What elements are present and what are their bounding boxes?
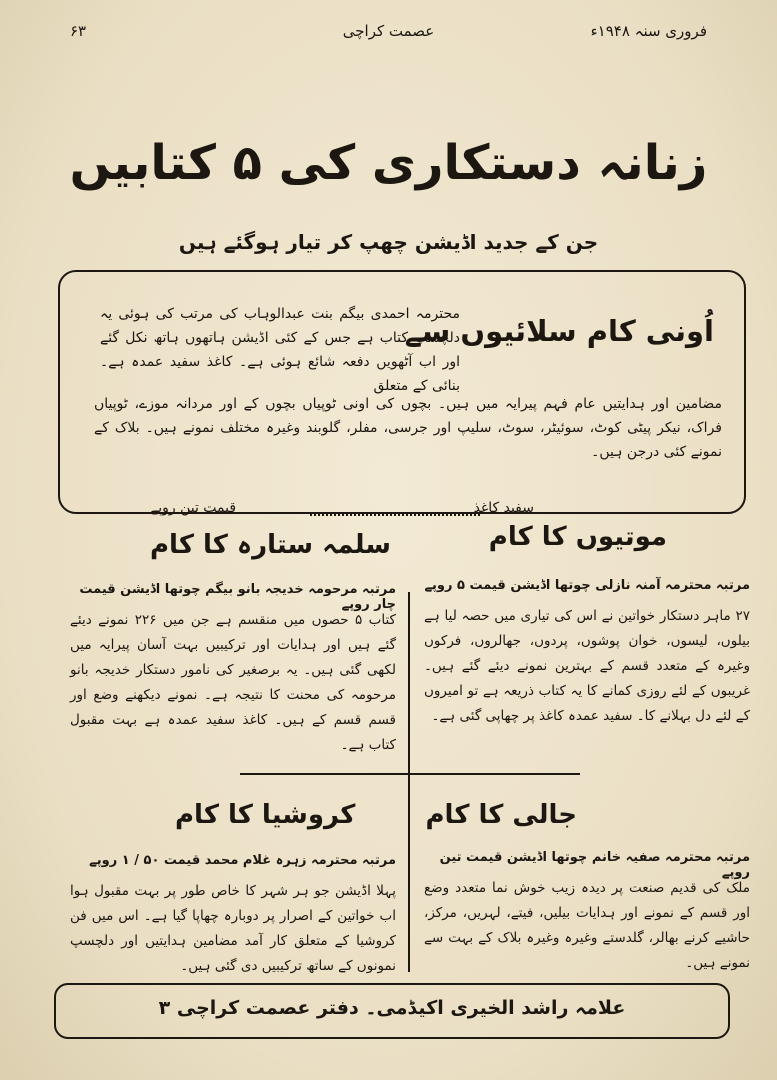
woolen-book-box — [58, 270, 746, 514]
pearls-book-meta: مرتبہ محترمہ آمنہ نازلی چوتھا اڈیشن قیمت ۵ روپے — [424, 578, 750, 593]
crochet-book-description: پہلا اڈیشن جو ہر شہر کا خاص طور پر بہت مقبول ہوا اب خواتین کے اصرار پر دوبارہ چھاپا گیا ہے۔ اس میں فن کروشیا کے متعلق کار آمد مضامین ہدایتیں اور دلچسپ نمونوں کے ساتھ ترکیبیں دی گئی ہیں۔ — [70, 883, 396, 974]
running-header: عصمت کراچی — [342, 22, 435, 40]
publisher-address: علامہ راشد الخیری اکیڈمی۔ دفتر عصمت کراچی ۳ — [158, 997, 626, 1019]
page-number: ۶۳ — [70, 22, 87, 40]
salma-book-title: سلمہ ستارہ کا کام — [150, 530, 391, 560]
woolen-book-intro: محترمہ احمدی بیگم بنت عبدالوہاب کی مرتب کی ہوئی یہ دلچسپ کتاب ہے جس کے کئی اڈیشن ہاتھوں ہاتھ نکل گئے اور اب آٹھویں دفعہ شائع ہوئی ہے۔ کاغذ سفید عمدہ ہے۔ بنائی کے متعلق — [100, 306, 460, 394]
salma-book-meta: مرتبہ مرحومہ خدیجہ بانو بیگم چوتھا اڈیشن قیمت چار روپے — [79, 582, 396, 612]
woolen-book-price: قیمت تین روپے — [150, 500, 237, 516]
woolen-book-description: مضامین اور ہدایتیں عام فہم پیرایہ میں ہیں۔ بچوں کی اونی ٹوپیاں بچوں کے اور مردانہ موزے، ٹوپیاں فراک، نیکر پیٹی کوٹ، سوئیٹر، سوٹ، سلیپ اور جرسی، مفلر، گلوبند وغیرہ مختلف نمونے ہیں۔ بلاک کے نمونے کئی درجن ہیں۔ — [94, 396, 722, 460]
pearls-book-title: موتیوں کا کام — [488, 522, 667, 552]
wavy-divider — [310, 508, 480, 516]
publisher-box — [54, 983, 730, 1039]
lace-book-title: جالی کا کام — [425, 800, 577, 830]
woolen-book-title: اُونی کام سلائیوں سے — [404, 314, 714, 348]
crochet-book-title: کروشیا کا کام — [175, 800, 356, 830]
horizontal-divider — [240, 773, 580, 775]
lace-book-description: ملک کی قدیم صنعت پر دیدہ زیب خوش نما متعدد وضع اور قسم کے نمونے اور ہدایات بیلیں، فیتے، لہریں، مرکز، حاشیے کرنے بھالر، گلدستے وغیرہ وغیرہ بلاک کے بہت سے نمونے ہیں۔ — [424, 880, 750, 971]
page-title: زنانہ دستکاری کی ۵ کتابیں — [69, 135, 708, 191]
woolen-book-paper: سفید کاغذ — [473, 500, 534, 516]
issue-date: فروری سنہ ۱۹۴۸ء — [590, 22, 707, 40]
lace-book-meta: مرتبہ محترمہ صفیہ خانم چوتھا اڈیشن قیمت تین روپے — [439, 850, 750, 880]
pearls-book-description: ۲۷ ماہر دستکار خواتین نے اس کی تیاری میں حصہ لیا ہے بیلوں، لیسوں، خوان پوشوں، پردوں، جھالروں، فرکوں وغیرہ کے متعدد قسم کے بہترین نمونے دیئے گئے ہیں۔ غریبوں کے لئے روزی کمانے کا یہ کتاب ذریعہ ہے تو امیروں کے لئے دل بہلانے کا۔ سفید عمدہ کاغذ پر چھاپی گئی ہے۔ — [424, 608, 750, 724]
vertical-divider — [408, 592, 410, 972]
salma-book-description: کتاب ۵ حصوں میں منقسم ہے جن میں ۲۲۶ نمونے دیئے گئے ہیں اور ہدایات اور ترکیبیں بہت آسان پیرایہ میں لکھی گئی ہیں۔ یہ برصغیر کی نامور دستکار خدیجہ بانو مرحومہ کی محنت کا نتیجہ ہے۔ نمونے دیکھنے وضع اور قسم قسم کے ہیں۔ کاغذ سفید عمدہ ہے بہت مقبول کتاب ہے۔ — [70, 612, 396, 753]
crochet-book-meta: مرتبہ محترمہ زہرہ غلام محمد قیمت ۵۰ / ۱ روپے — [89, 853, 396, 868]
page-subtitle: جن کے جدید اڈیشن چھپ کر تیار ہوگئے ہیں — [178, 230, 599, 254]
